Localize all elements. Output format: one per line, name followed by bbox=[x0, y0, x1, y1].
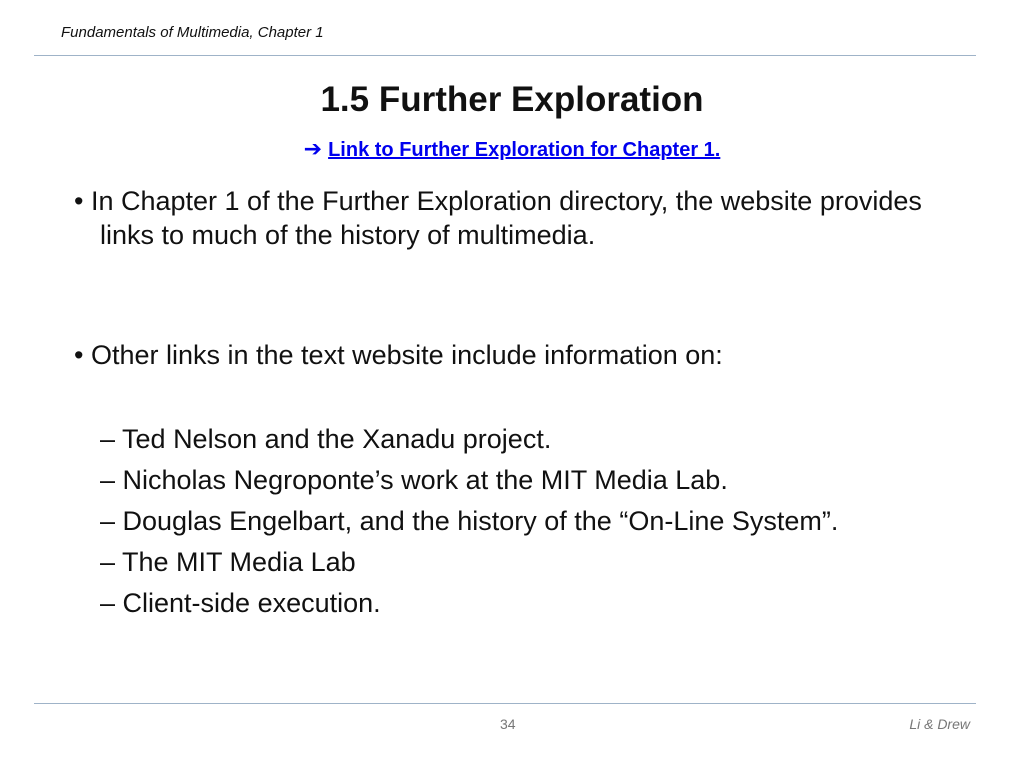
sub-item: – The MIT Media Lab bbox=[100, 547, 356, 577]
arrow-right-icon: ➔ bbox=[303, 136, 323, 161]
link-text: Link to Further Exploration for Chapter 1. bbox=[328, 139, 721, 161]
further-exploration-link-line bbox=[0, 136, 1024, 162]
slide-title: 1.5 Further Exploration bbox=[320, 80, 704, 119]
bullet-text: • Other links in the text website include information on: bbox=[74, 340, 723, 370]
sub-item: – Client-side execution. bbox=[100, 588, 381, 618]
page-number: 34 bbox=[500, 716, 516, 732]
further-exploration-link[interactable] bbox=[303, 136, 721, 161]
sub-item: – Ted Nelson and the Xanadu project. bbox=[100, 424, 552, 454]
bullet-1 bbox=[62, 184, 962, 252]
bullet-2 bbox=[62, 338, 962, 372]
bullet-text: • In Chapter 1 of the Further Exploration directory, the website provides links to much of the history of multimedia. bbox=[74, 186, 922, 250]
header-divider bbox=[34, 55, 976, 56]
footer-author: Li & Drew bbox=[909, 716, 970, 732]
header-title: Fundamentals of Multimedia, Chapter 1 bbox=[61, 24, 324, 41]
sub-item: – Douglas Engelbart, and the history of the “On-Line System”. bbox=[100, 506, 839, 536]
sub-item: – Nicholas Negroponte’s work at the MIT Media Lab. bbox=[100, 465, 728, 495]
sub-item-list bbox=[62, 422, 962, 620]
footer-divider bbox=[34, 703, 976, 704]
